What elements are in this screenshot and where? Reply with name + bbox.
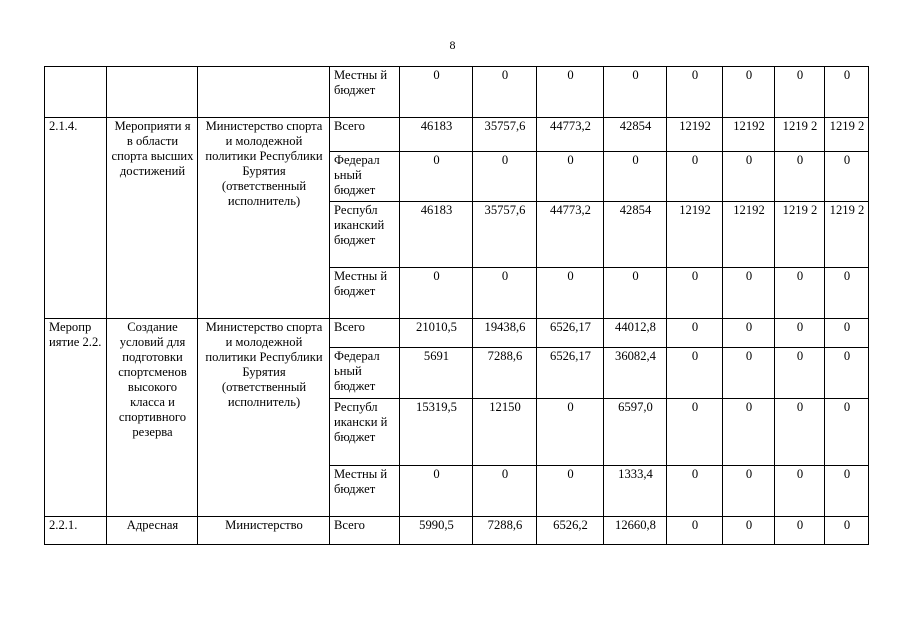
value-cell: 42854 bbox=[604, 118, 667, 152]
value-cell: 0 bbox=[473, 268, 537, 319]
table-row bbox=[45, 67, 869, 118]
value-cell: 7288,6 bbox=[473, 517, 537, 545]
value-cell: 0 bbox=[775, 517, 825, 545]
value-cell: 0 bbox=[825, 466, 869, 517]
name-cell bbox=[107, 67, 198, 118]
value-cell: 0 bbox=[537, 268, 604, 319]
value-cell: 1219 2 bbox=[775, 202, 825, 268]
value-cell: 1219 2 bbox=[825, 118, 869, 152]
value-cell: 1219 2 bbox=[825, 202, 869, 268]
value-cell: 0 bbox=[604, 268, 667, 319]
value-cell: 0 bbox=[723, 268, 775, 319]
value-cell: 21010,5 bbox=[400, 319, 473, 348]
value-cell: 12150 bbox=[473, 399, 537, 466]
value-cell: 6526,2 bbox=[537, 517, 604, 545]
value-cell: 0 bbox=[723, 399, 775, 466]
value-cell: 12192 bbox=[723, 118, 775, 152]
value-cell: 5990,5 bbox=[400, 517, 473, 545]
value-cell: 12660,8 bbox=[604, 517, 667, 545]
code-cell: Меропр иятие 2.2. bbox=[45, 319, 107, 517]
value-cell: 0 bbox=[775, 268, 825, 319]
code-cell: 2.2.1. bbox=[45, 517, 107, 545]
value-cell: 6526,17 bbox=[537, 348, 604, 399]
value-cell: 0 bbox=[400, 152, 473, 202]
source-cell: Местны й бюджет bbox=[330, 268, 400, 319]
value-cell: 19438,6 bbox=[473, 319, 537, 348]
value-cell: 44773,2 bbox=[537, 202, 604, 268]
value-cell: 0 bbox=[775, 466, 825, 517]
value-cell: 6526,17 bbox=[537, 319, 604, 348]
value-cell: 0 bbox=[667, 268, 723, 319]
name-cell: Адресная bbox=[107, 517, 198, 545]
value-cell: 0 bbox=[400, 268, 473, 319]
value-cell: 0 bbox=[604, 152, 667, 202]
value-cell: 0 bbox=[667, 67, 723, 118]
table-body bbox=[45, 67, 869, 545]
value-cell: 0 bbox=[825, 268, 869, 319]
source-cell: Федерал ьный бюджет bbox=[330, 348, 400, 399]
value-cell: 0 bbox=[825, 348, 869, 399]
value-cell: 0 bbox=[775, 348, 825, 399]
code-cell: 2.1.4. bbox=[45, 118, 107, 319]
value-cell: 46183 bbox=[400, 118, 473, 152]
value-cell: 0 bbox=[723, 517, 775, 545]
name-cell: Создание условий для подготовки спортсменов высокого класса и спортивного резерва bbox=[107, 319, 198, 517]
value-cell: 0 bbox=[723, 466, 775, 517]
source-cell: Республ иканский бюджет bbox=[330, 202, 400, 268]
source-cell: Республ икански й бюджет bbox=[330, 399, 400, 466]
value-cell: 0 bbox=[775, 399, 825, 466]
value-cell: 36082,4 bbox=[604, 348, 667, 399]
table-row bbox=[45, 517, 869, 545]
value-cell: 0 bbox=[473, 67, 537, 118]
value-cell: 0 bbox=[473, 152, 537, 202]
value-cell: 44773,2 bbox=[537, 118, 604, 152]
value-cell: 6597,0 bbox=[604, 399, 667, 466]
value-cell: 0 bbox=[537, 399, 604, 466]
value-cell: 0 bbox=[825, 399, 869, 466]
value-cell: 0 bbox=[667, 348, 723, 399]
value-cell: 0 bbox=[775, 319, 825, 348]
value-cell: 0 bbox=[667, 466, 723, 517]
value-cell: 5691 bbox=[400, 348, 473, 399]
table-row bbox=[45, 118, 869, 152]
value-cell: 12192 bbox=[667, 202, 723, 268]
value-cell: 0 bbox=[400, 67, 473, 118]
budget-table bbox=[44, 66, 869, 545]
value-cell: 15319,5 bbox=[400, 399, 473, 466]
source-cell: Местны й бюджет bbox=[330, 67, 400, 118]
value-cell: 0 bbox=[723, 152, 775, 202]
value-cell: 0 bbox=[723, 319, 775, 348]
value-cell: 44012,8 bbox=[604, 319, 667, 348]
value-cell: 0 bbox=[825, 319, 869, 348]
value-cell: 0 bbox=[667, 152, 723, 202]
value-cell: 42854 bbox=[604, 202, 667, 268]
value-cell: 1333,4 bbox=[604, 466, 667, 517]
value-cell: 0 bbox=[825, 152, 869, 202]
executor-cell: Министерство спорта и молодежной политики Республики Бурятия (ответственный исполнитель) bbox=[198, 319, 330, 517]
value-cell: 12192 bbox=[723, 202, 775, 268]
executor-cell: Министерство спорта и молодежной политики Республики Бурятия (ответственный исполнитель) bbox=[198, 118, 330, 319]
value-cell: 0 bbox=[723, 67, 775, 118]
value-cell: 12192 bbox=[667, 118, 723, 152]
source-cell: Всего bbox=[330, 319, 400, 348]
executor-cell: Министерство bbox=[198, 517, 330, 545]
source-cell: Местны й бюджет bbox=[330, 466, 400, 517]
value-cell: 7288,6 bbox=[473, 348, 537, 399]
value-cell: 46183 bbox=[400, 202, 473, 268]
value-cell: 0 bbox=[537, 152, 604, 202]
value-cell: 0 bbox=[723, 348, 775, 399]
value-cell: 35757,6 bbox=[473, 202, 537, 268]
table-row bbox=[45, 319, 869, 348]
value-cell: 0 bbox=[825, 67, 869, 118]
value-cell: 0 bbox=[400, 466, 473, 517]
source-cell: Федерал ьный бюджет bbox=[330, 152, 400, 202]
value-cell: 0 bbox=[775, 67, 825, 118]
value-cell: 0 bbox=[775, 152, 825, 202]
source-cell: Всего bbox=[330, 517, 400, 545]
value-cell: 1219 2 bbox=[775, 118, 825, 152]
value-cell: 0 bbox=[604, 67, 667, 118]
value-cell: 0 bbox=[667, 517, 723, 545]
executor-cell bbox=[198, 67, 330, 118]
value-cell: 0 bbox=[537, 466, 604, 517]
value-cell: 0 bbox=[667, 399, 723, 466]
source-cell: Всего bbox=[330, 118, 400, 152]
value-cell: 0 bbox=[473, 466, 537, 517]
value-cell: 35757,6 bbox=[473, 118, 537, 152]
page-number: 8 bbox=[449, 38, 456, 52]
value-cell: 0 bbox=[537, 67, 604, 118]
value-cell: 0 bbox=[825, 517, 869, 545]
value-cell: 0 bbox=[667, 319, 723, 348]
code-cell bbox=[45, 67, 107, 118]
name-cell: Мероприяти я в области спорта высших достижений bbox=[107, 118, 198, 319]
